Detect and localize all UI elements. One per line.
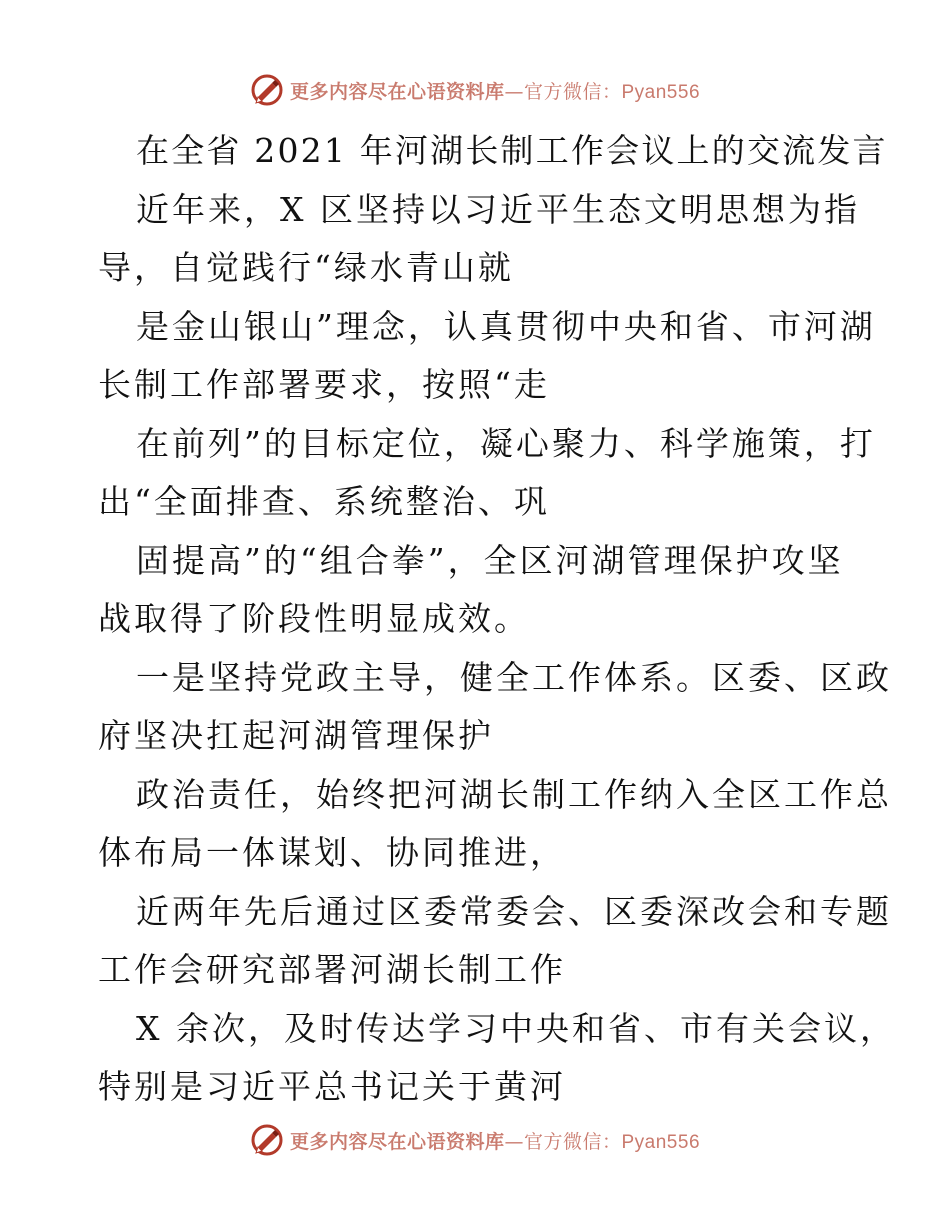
document-body <box>98 122 896 1117</box>
banner-wechat-id: Pyan556 <box>621 1131 701 1153</box>
header-banner <box>0 70 950 110</box>
banner-text <box>290 1127 700 1154</box>
paragraph-line: 出“全面排查、系统整治、巩 <box>98 482 550 521</box>
banner-wechat-label: 官方微信： <box>523 1130 622 1153</box>
banner-main-text: 更多内容尽在心语资料库 <box>289 80 505 103</box>
paragraph-line: 府坚决扛起河湖管理保护 <box>98 716 494 755</box>
footer-banner <box>0 1120 950 1160</box>
banner-separator: — <box>504 80 524 103</box>
paragraph-line: X 余次，及时传达学习中央和省、市有关会议， <box>136 1008 896 1048</box>
paragraph-line: 工作会研究部署河湖长制工作 <box>98 950 566 989</box>
paragraph-line: 一是坚持党政主导，健全工作体系。区委、区政 <box>136 657 892 697</box>
banner-text <box>290 77 700 104</box>
banner-main-text: 更多内容尽在心语资料库 <box>289 1130 505 1153</box>
paragraph-line: 导，自觉践行“绿水青山就 <box>98 248 514 287</box>
document-title: 在全省 2021 年河湖长制工作会议上的交流发言 <box>136 131 888 170</box>
paragraph-line: 近年来，X 区坚持以习近平生态文明思想为指 <box>136 189 860 229</box>
paragraph-line: 近两年先后通过区委常委会、区委深改会和专题 <box>136 891 892 931</box>
pen-logo-icon <box>250 73 284 107</box>
banner-separator: — <box>504 1130 524 1153</box>
pen-logo-icon <box>250 1123 284 1157</box>
paragraph-line: 长制工作部署要求，按照“走 <box>98 365 550 404</box>
banner-wechat-label: 官方微信： <box>523 80 622 103</box>
paragraph-line: 在前列”的目标定位，凝心聚力、科学施策，打 <box>136 423 876 463</box>
banner-wechat-id: Pyan556 <box>621 81 701 103</box>
paragraph-line: 战取得了阶段性明显成效。 <box>98 599 530 638</box>
paragraph-line: 是金山银山”理念，认真贯彻中央和省、市河湖 <box>136 306 876 346</box>
paragraph-line: 体布局一体谋划、协同推进， <box>98 833 566 872</box>
paragraph-line: 特别是习近平总书记关于黄河 <box>98 1067 566 1106</box>
paragraph-line: 政治责任，始终把河湖长制工作纳入全区工作总 <box>136 774 892 814</box>
paragraph-line: 固提高”的“组合拳”，全区河湖管理保护攻坚 <box>136 540 844 580</box>
